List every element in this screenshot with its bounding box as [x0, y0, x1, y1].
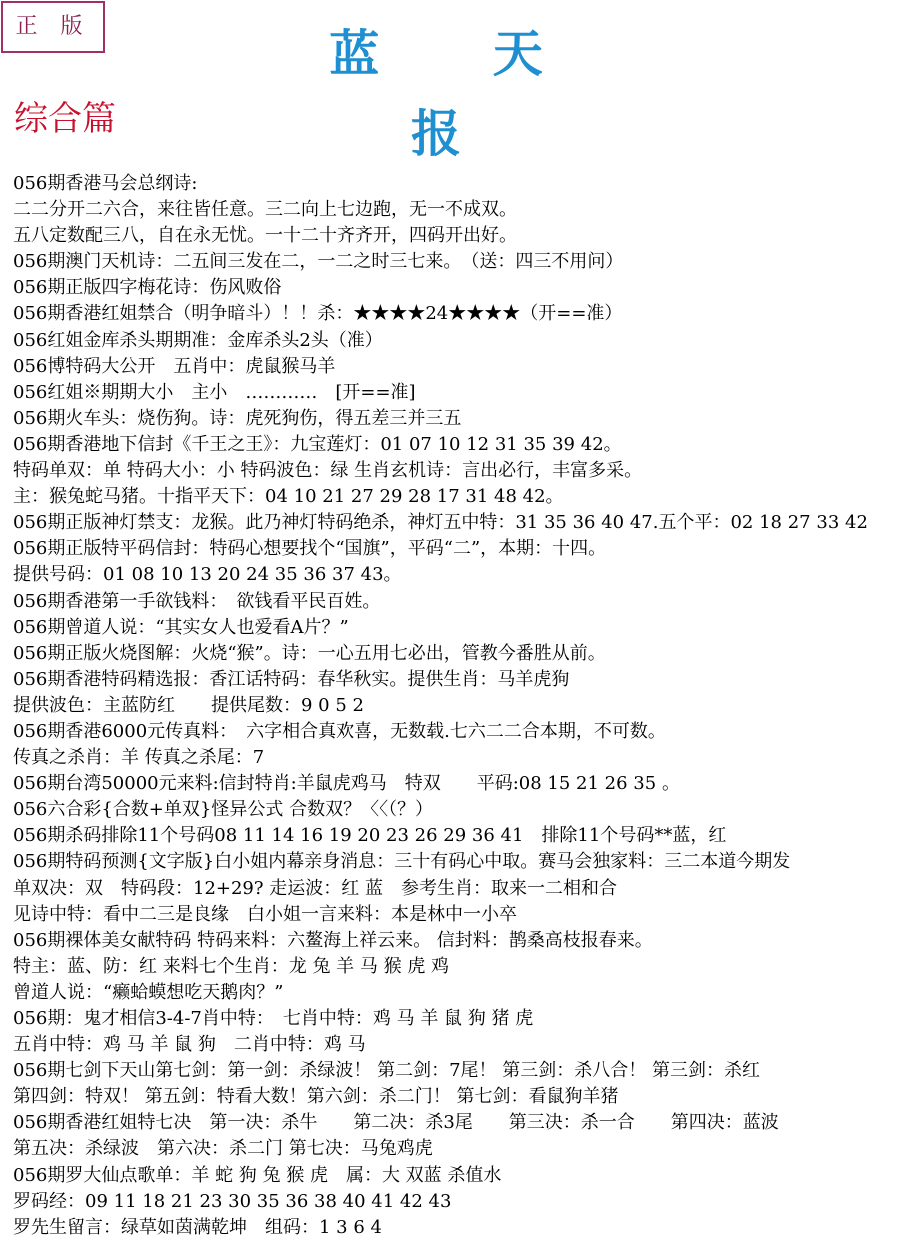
text-line: 五八定数配三八，自在永无忧。一十二十齐齐开，四码开出好。: [13, 225, 517, 247]
section-title: 综合篇: [14, 99, 116, 139]
text-line: 二二分开二六合，来往皆任意。三二向上七边跑，无一不成双。: [13, 199, 517, 221]
text-line: 056期正版特平码信封：特码心想要找个“国旗”，平码“二”，本期：十四。: [13, 538, 607, 560]
edition-stamp: 正 版: [1, 1, 105, 53]
text-line: 056期：鬼才相信3-4-7肖中特： 七肖中特：鸡 马 羊 鼠 狗 猪 虎: [13, 1008, 534, 1029]
text-line: 曾道人说：“癞蛤蟆想吃天鹅肉？”: [13, 981, 284, 1003]
text-line: 056期杀码排除11个号码08 11 14 16 19 20 23 26 29 36 41 排除11个号码**蓝，红: [13, 825, 727, 847]
text-line: 单双决：双 特码段：12+29? 走运波：红 蓝 参考生肖：取来一二相和合: [13, 877, 617, 899]
text-line: 056期七剑下天山第七剑：第一剑：杀绿波！ 第二剑：7尾！ 第三剑：杀八合！ 第三剑：杀红: [13, 1060, 760, 1082]
article-body: [13, 171, 892, 1241]
text-line: 提供号码：01 08 10 13 20 24 35 36 37 43。: [13, 564, 402, 586]
text-line: 056博特码大公开 五肖中：虎鼠猴马羊: [13, 355, 336, 377]
text-line: 罗先生留言：绿草如茵满乾坤 组码：1 3 6 4: [13, 1216, 382, 1238]
text-line: 056期香港6000元传真料： 六字相合真欢喜，无数载.七六二二合本期，不可数。: [13, 720, 666, 742]
text-line: 056期正版神灯禁支：龙猴。此乃神灯特码绝杀，神灯五中特：31 35 36 40 47.五个平：02 18 27 33 42: [13, 512, 868, 534]
text-line: 056期曾道人说：“其实女人也爱看A片？”: [13, 616, 349, 638]
newspaper-title: 蓝 天 报: [329, 25, 591, 163]
text-line: 056期香港特码精选报：香江话特码：春华秋实。提供生肖：马羊虎狗: [13, 668, 570, 690]
text-line: 特主：蓝、防：红 来料七个生肖：龙 兔 羊 马 猴 虎 鸡: [13, 955, 450, 977]
text-line: 056期正版火烧图解：火烧“猴”。诗：一心五用七必出，管教今番胜从前。: [13, 642, 606, 664]
text-line: 传真之杀肖：羊 传真之杀尾：7: [13, 747, 265, 769]
text-line: 五肖中特：鸡 马 羊 鼠 狗 二肖中特：鸡 马: [13, 1034, 366, 1056]
text-line: 056期台湾50000元来料:信封特肖:羊鼠虎鸡马 特双 平码:08 15 21 26 35 。: [13, 773, 680, 795]
text-line: 056期澳门天机诗：二五间三发在二，一二之时三七来。 （送：四三不用问）: [13, 251, 624, 273]
text-line: 特码单双：单 特码大小：小 特码波色：绿 生肖玄机诗：言出必行，丰富多采。: [13, 460, 643, 482]
text-line: 056期火车头：烧伤狗。诗：虎死狗伤，得五差三并三五: [13, 407, 462, 429]
text-line: 见诗中特：看中二三是良缘 白小姐一言来料：本是林中一小卒: [13, 903, 517, 925]
text-line: 罗码经：09 11 18 21 23 30 35 36 38 40 41 42 43: [13, 1190, 452, 1212]
text-line: 056期特码预测{文字版}白小姐内幕亲身消息：三十有码心中取。赛马会独家料：三二本道今期发: [13, 851, 791, 873]
text-line: 056六合彩{合数+单双}怪异公式 合数双？〈〈（？）: [13, 799, 434, 821]
text-line: 056期正版四字梅花诗：伤风败俗: [13, 277, 282, 299]
text-line: 056期罗大仙点歌单：羊 蛇 狗 兔 猴 虎 属：大 双蓝 杀值水: [13, 1164, 502, 1186]
text-line: 056期香港地下信封《千王之王》：九宝莲灯：01 07 10 12 31 35 39 42。: [13, 433, 622, 455]
text-line: 056红姐金库杀头期期准：金库杀头2头（准）: [13, 329, 383, 351]
text-line: 056红姐※期期大小 主小 ………… [开==准]: [13, 381, 416, 403]
text-line: 提供波色：主蓝防红 提供尾数：9 0 5 2: [13, 694, 364, 716]
text-line: 主：猴兔蛇马猪。十指平天下：04 10 21 27 29 28 17 31 48 42。: [13, 486, 564, 508]
text-line: 056期香港马会总纲诗:: [13, 173, 198, 194]
text-line: 056期香港第一手欲钱料： 欲钱看平民百姓。: [13, 590, 381, 612]
text-line: 第五决：杀绿波 第六决：杀二门 第七决：马兔鸡虎: [13, 1138, 433, 1160]
text-line: 056期香港红姐禁合（明争暗斗）！！杀：★★★★24★★★★（开==准）: [13, 303, 623, 325]
text-line: 056期裸体美女献特码 特码来料：六鳌海上祥云来。 信封料：鹊桑高枝报春来。: [13, 929, 653, 951]
text-line: 第四剑：特双！ 第五剑：特看大数！第六剑：杀二门！ 第七剑：看鼠狗羊猪: [13, 1086, 619, 1108]
text-line: 056期香港红姐特七决 第一决：杀牛 第二决：杀3尾 第三决：杀一合 第四决：蓝波: [13, 1112, 779, 1134]
